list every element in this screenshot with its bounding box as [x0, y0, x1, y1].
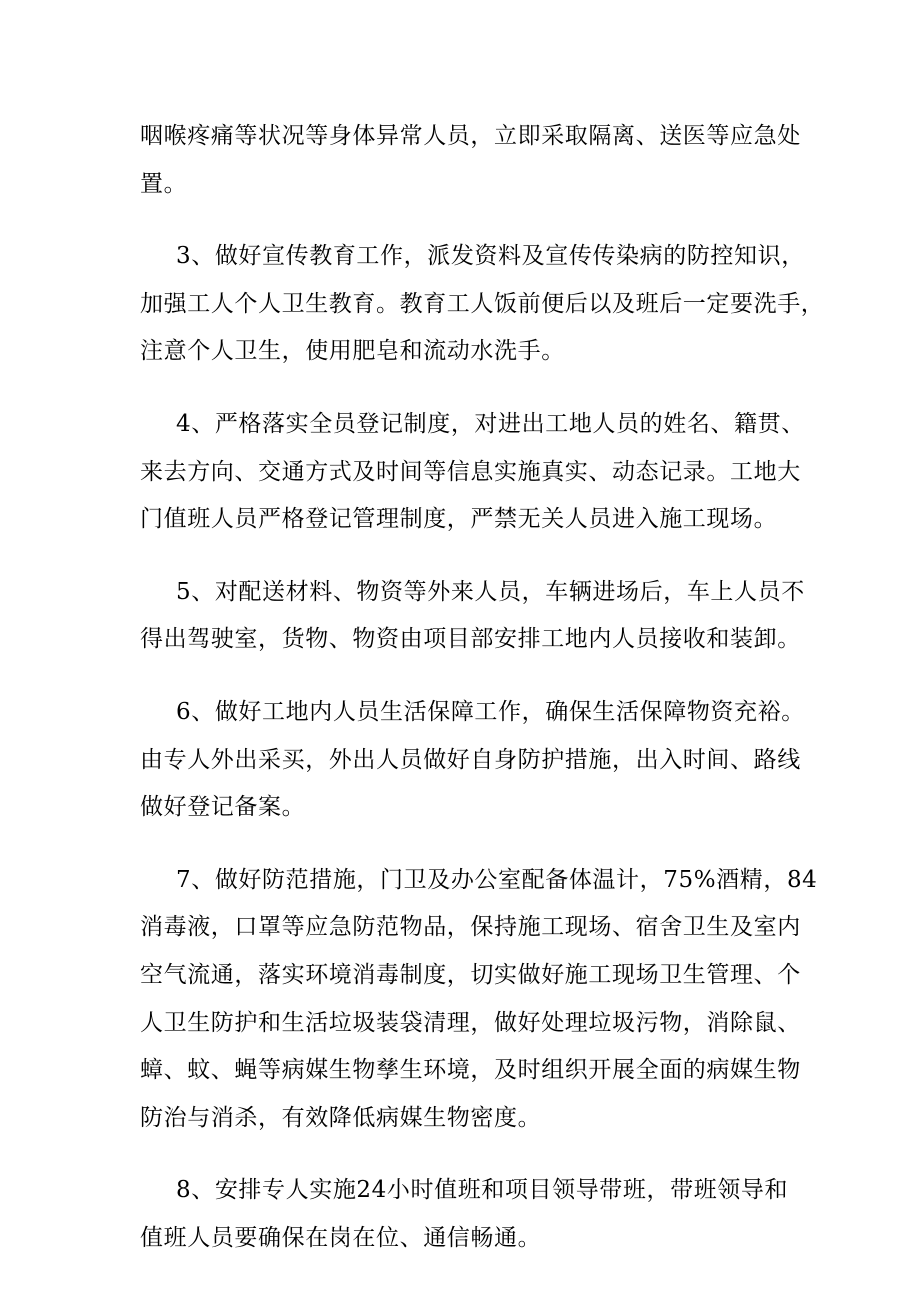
paragraph-item-3: [140, 233, 825, 376]
text-line: 值班人员要确保在岗在位、通信畅通。: [140, 1224, 542, 1251]
text-line: 7、做好防范措施，门卫及办公室配备体温计，75%酒精，84: [176, 866, 818, 893]
text-line: 防治与消杀，有效降低病媒生物密度。: [140, 1104, 542, 1131]
paragraph-item-5: [140, 569, 805, 664]
text-line: 来去方向、交通方式及时间等信息实施真实、动态记录。工地大: [140, 458, 801, 485]
text-line: 做好登记备案。: [140, 794, 306, 821]
text-line: 空气流通，落实环境消毒制度，切实做好施工现场卫生管理、个: [140, 961, 801, 988]
text-line: 门值班人员严格登记管理制度，严禁无关人员进入施工现场。: [140, 506, 778, 533]
paragraph-item-6: [140, 689, 805, 832]
paragraph-item-4: [140, 401, 805, 544]
text-line: 咽喉疼痛等状况等身体异常人员，立即采取隔离、送医等应急处: [140, 123, 801, 149]
text-line: 蟑、蚊、蝇等病媒生物孳生环境，及时组织开展全面的病媒生物: [140, 1057, 801, 1084]
text-line: 注意个人卫生，使用肥皂和流动水洗手。: [140, 338, 565, 365]
text-line: 8、安排专人实施24小时值班和项目领导带班，带班领导和: [176, 1177, 789, 1204]
text-line: 人卫生防护和生活垃圾装袋清理，做好处理垃圾污物，消除鼠、: [140, 1009, 801, 1036]
text-line: 得出驾驶室，货物、物资由项目部安排工地内人员接收和装卸。: [140, 626, 801, 653]
paragraph-item-8: [140, 1167, 790, 1262]
paragraph-item-7: [140, 857, 818, 1143]
text-line: 由专人外出采买，外出人员做好自身防护措施，出入时间、路线: [140, 746, 801, 773]
text-line: 3、做好宣传教育工作，派发资料及宣传传染病的防控知识，: [176, 243, 805, 270]
text-line: 6、做好工地内人员生活保障工作，确保生活保障物资充裕。: [176, 698, 805, 725]
text-line: 4、严格落实全员登记制度，对进出工地人员的姓名、籍贯、: [176, 410, 805, 437]
text-line: 消毒液，口罩等应急防范物品，保持施工现场、宿舍卫生及室内: [140, 914, 801, 941]
document-body: [140, 113, 825, 1287]
text-line: 置。: [140, 170, 188, 197]
text-line: 5、对配送材料、物资等外来人员，车辆进场后，车上人员不: [176, 578, 805, 605]
paragraph-continuation: [140, 113, 801, 208]
text-line: 加强工人个人卫生教育。教育工人饭前便后以及班后一定要洗手，: [140, 290, 825, 317]
